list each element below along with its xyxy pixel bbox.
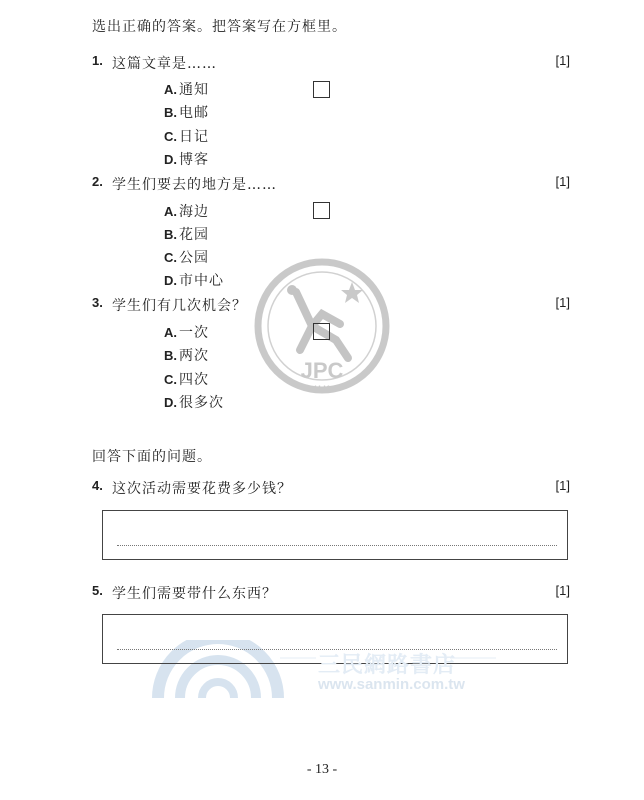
option-2b: B. 花园 (164, 227, 209, 243)
question-number: 4. (92, 478, 103, 493)
section-2-instruction: 回答下面的问题。 (92, 449, 212, 465)
sanmin-watermark-url: www.sanmin.com.tw (318, 676, 465, 693)
question-1 (92, 53, 570, 73)
sanmin-watermark-brand: 三民網路書店 (318, 652, 457, 678)
marks-label: [1] (555, 583, 570, 598)
question-number: 3. (92, 295, 103, 310)
question-5 (92, 583, 570, 603)
answer-field-4[interactable] (102, 510, 568, 560)
page-number: - 13 - (306, 762, 338, 777)
marks-label: [1] (555, 478, 570, 493)
answer-box-1[interactable] (313, 81, 330, 98)
marks-label: [1] (555, 53, 570, 68)
option-1d: D. 博客 (164, 152, 209, 168)
question-number: 5. (92, 583, 103, 598)
marks-label: [1] (555, 295, 570, 310)
section-1-instruction: 选出正确的答案。把答案写在方框里。 (92, 19, 347, 35)
option-1c: C. 日记 (164, 129, 209, 145)
answer-box-2[interactable] (313, 202, 330, 219)
option-3b: B. 两次 (164, 348, 209, 364)
question-text: 学生们要去的地方是…… (112, 177, 277, 193)
question-number: 2. (92, 174, 103, 189)
option-2a: A. 海边 (164, 204, 209, 220)
question-2 (92, 174, 570, 194)
option-3c: C. 四次 (164, 372, 209, 388)
marks-label: [1] (555, 174, 570, 189)
question-text: 学生们有几次机会？ (112, 298, 247, 314)
jpc-watermark-text: JPC (300, 358, 344, 383)
question-3 (92, 295, 570, 315)
option-2c: C. 公园 (164, 250, 209, 266)
option-1a: A. 通知 (164, 82, 209, 98)
option-2d: D. 市中心 (164, 273, 224, 289)
question-number: 1. (92, 53, 103, 68)
question-text: 学生们需要带什么东西？ (112, 586, 277, 602)
option-1b: B. 电邮 (164, 105, 209, 121)
question-4 (92, 478, 570, 498)
dotted-answer-line (117, 545, 557, 546)
question-text: 这次活动需要花费多少钱？ (112, 481, 292, 497)
answer-box-3[interactable] (313, 323, 330, 340)
question-text: 这篇文章是…… (112, 56, 217, 72)
option-3a: A. 一次 (164, 325, 209, 341)
option-3d: D. 很多次 (164, 395, 224, 411)
svg-text:H K: H K (314, 384, 330, 394)
